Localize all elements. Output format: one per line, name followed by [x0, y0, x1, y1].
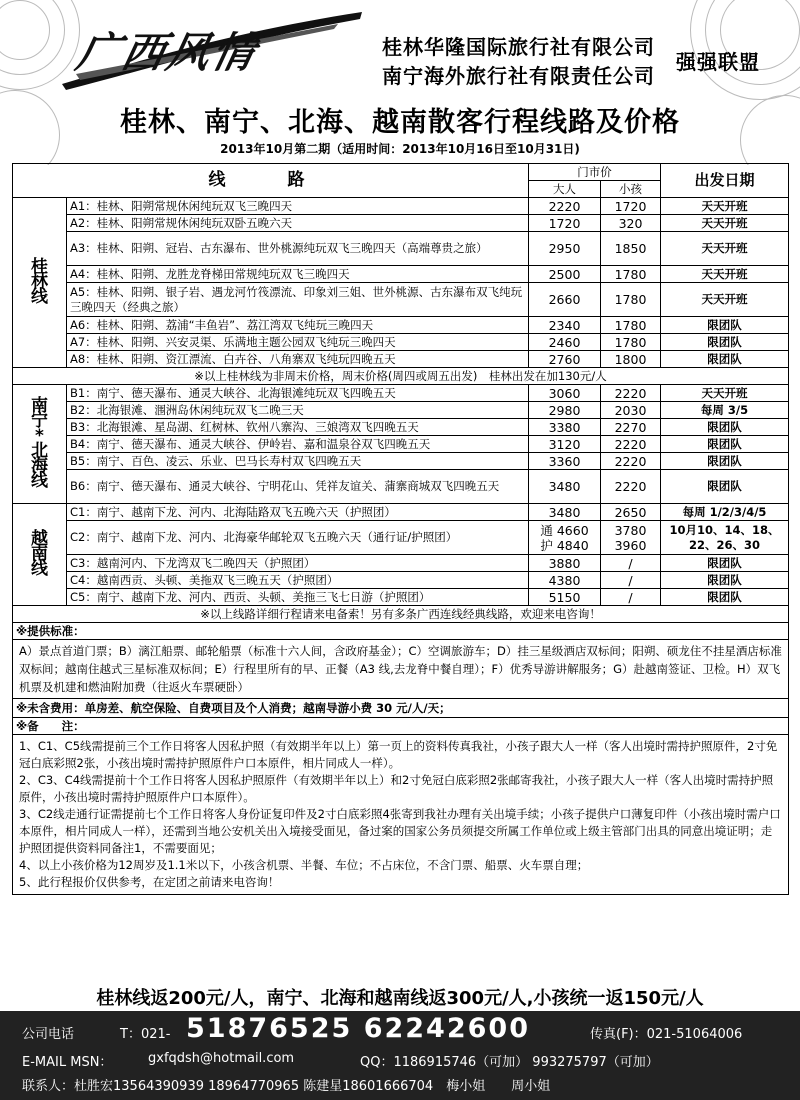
departure: 天天开班	[661, 215, 789, 232]
adult-price: 2500	[529, 266, 601, 283]
header-child: 小孩	[601, 181, 661, 198]
child-price: 2030	[601, 402, 661, 419]
child-price: 1780	[601, 283, 661, 317]
child-price: 2220	[601, 470, 661, 504]
header	[0, 0, 800, 165]
departure: 天天开班	[661, 198, 789, 215]
contacts: 联系人：杜胜宏13564390939 18964770965 陈建星18601666704 梅小姐 周小姐	[22, 1079, 551, 1094]
child-price: 2220	[601, 436, 661, 453]
note-row	[13, 606, 789, 623]
adult-price: 2660	[529, 283, 601, 317]
excluded-fees-row	[13, 699, 789, 718]
logo-text: 广西风情	[72, 28, 263, 77]
route-name: C5：南宁、越南下龙、河内、西贡、头顿、美拖三飞七日游（护照团）	[67, 589, 529, 606]
departure: 限团队	[661, 351, 789, 368]
adult-price: 2760	[529, 351, 601, 368]
route-row	[13, 266, 789, 283]
departure: 限团队	[661, 317, 789, 334]
route-row	[13, 436, 789, 453]
route-row	[13, 215, 789, 232]
remarks-heading: ※备 注：	[13, 718, 789, 735]
qq-numbers: QQ：1186915746（可加） 993275797（可加）	[360, 1055, 659, 1070]
table-note: ※以上线路详细行程请来电备索！另有多条广西连线经典线路，欢迎来电咨询！	[13, 606, 789, 623]
alliance-slogan: 强强联盟	[676, 50, 760, 74]
phone-label: 公司电话	[22, 1027, 75, 1042]
route-row	[13, 198, 789, 215]
route-name: A8：桂林、阳朔、资江漂流、白卉谷、八角寨双飞纯玩四晚五天	[67, 351, 529, 368]
route-row	[13, 453, 789, 470]
adult-price: 3120	[529, 436, 601, 453]
phone-numbers: 51876525 62242600	[186, 1013, 530, 1044]
header-ticket-price: 门市价	[529, 164, 661, 181]
departure: 天天开班	[661, 283, 789, 317]
region-label-char: 线	[31, 471, 48, 491]
page-title: 桂林、南宁、北海、越南散客行程线路及价格	[120, 107, 680, 138]
route-row	[13, 504, 789, 521]
region-label-char: 桂	[31, 257, 48, 277]
remark-item: 4、以上小孩价格为12周岁及1.1米以下，小孩含机票、半餐、车位；不占床位，不含门票、船票、火车票自理；	[19, 858, 589, 872]
standards-heading-row	[13, 623, 789, 640]
route-row	[13, 521, 789, 555]
route-price-table	[12, 163, 789, 895]
route-name: A3：桂林、阳朔、冠岩、古东瀑布、世外桃源纯玩双飞三晚四天（高端尊贵之旅）	[67, 232, 529, 266]
route-name: C4：越南西贡、头顿、美拖双飞三晚五天（护照团）	[67, 572, 529, 589]
region-label-char: 线	[31, 559, 48, 579]
standards-text: A）景点首道门票；B）漓江船票、邮轮船票（标准十六人间，含政府基金）；C）空调旅游车；D）挂三星级酒店双标间；阳朔、硕龙住不挂星酒店标准双标间；越南住越式三星标准双标间；E）行程里所有的早、正餐（A3 线,去龙脊中餐自理）；F）优秀导游讲解服务；G）赴越南签证、卫检。H）双飞机票及机建和燃油附加费（往返火车票硬卧）	[13, 640, 789, 699]
company-name-1: 桂林华隆国际旅行社有限公司	[382, 35, 655, 59]
route-row	[13, 334, 789, 351]
region-guilin	[13, 198, 67, 368]
route-name: B2：北海银滩、涠洲岛休闲纯玩双飞二晚三天	[67, 402, 529, 419]
region-label-char: *	[35, 426, 44, 446]
fax: 传真(F)：021-51064006	[590, 1027, 743, 1042]
departure: 限团队	[661, 555, 789, 572]
email-label: E-MAIL MSN：	[22, 1055, 113, 1070]
departure: 天天开班	[661, 385, 789, 402]
remark-item: 2、C3、C4线需提前十个工作日将客人因私护照原件（有效期半年以上）和2寸免冠白底彩照2张邮寄我社，小孩子跟大人一样（客人出境时需持护照原件，小孩出境时需持护照原件户口本原件）。	[19, 773, 774, 804]
adult-price: 3880	[529, 555, 601, 572]
child-price-pass: 3780	[614, 522, 647, 538]
route-name: A5：桂林、阳朔、银子岩、遇龙河竹筏漂流、印象刘三姐、世外桃源、古东瀑布双飞纯玩三晚四天（经典之旅）	[67, 283, 529, 317]
remarks-list	[13, 735, 789, 895]
adult-price: 3480	[529, 504, 601, 521]
route-name: B1：南宁、德天瀑布、通灵大峡谷、北海银滩纯玩双飞四晚五天	[67, 385, 529, 402]
departure: 限团队	[661, 334, 789, 351]
region-vietnam	[13, 504, 67, 606]
footer-contact-bar	[0, 1011, 800, 1100]
child-price: 1780	[601, 266, 661, 283]
adult-price: 2950	[529, 232, 601, 266]
route-name: B5：南宁、百色、凌云、乐业、巴马长寿村双飞四晚五天	[67, 453, 529, 470]
adult-price	[529, 521, 601, 555]
child-price: 1850	[601, 232, 661, 266]
route-row	[13, 317, 789, 334]
child-price-passport: 3960	[614, 537, 647, 553]
route-row	[13, 232, 789, 266]
adult-price: 3060	[529, 385, 601, 402]
adult-price: 3480	[529, 470, 601, 504]
departure: 每周 3/5	[661, 402, 789, 419]
region-label-char: 北	[31, 441, 48, 461]
adult-price: 2460	[529, 334, 601, 351]
child-price: /	[601, 589, 661, 606]
region-label-char: 线	[31, 287, 48, 307]
adult-price: 2220	[529, 198, 601, 215]
child-price: 2220	[601, 385, 661, 402]
route-name: A2：桂林、阳朔常规休闲纯玩双卧五晚六天	[67, 215, 529, 232]
rebate-banner: 桂林线返200元/人，南宁、北海和越南线返300元/人,小孩统一返150元/人	[96, 988, 704, 1009]
child-price: 1720	[601, 198, 661, 215]
child-price: 2650	[601, 504, 661, 521]
region-label-char: 林	[31, 272, 48, 292]
route-row	[13, 555, 789, 572]
route-row	[13, 419, 789, 436]
route-name: C1：南宁、越南下龙、河内、北海陆路双飞五晚六天（护照团）	[67, 504, 529, 521]
departure: 限团队	[661, 589, 789, 606]
route-name: A7：桂林、阳朔、兴安灵渠、乐满地主题公园双飞纯玩三晚四天	[67, 334, 529, 351]
email-address[interactable]: gxfqdsh@hotmail.com	[148, 1051, 295, 1066]
route-row	[13, 351, 789, 368]
child-price: 2270	[601, 419, 661, 436]
route-name: A1：桂林、阳朔常规休闲纯玩双飞三晚四天	[67, 198, 529, 215]
route-row	[13, 385, 789, 402]
company-name-2: 南宁海外旅行社有限责任公司	[382, 64, 655, 88]
departure: 限团队	[661, 436, 789, 453]
route-name: C3：越南河内、下龙湾双飞二晚四天（护照团）	[67, 555, 529, 572]
departure: 限团队	[661, 572, 789, 589]
standards-heading: ※提供标准：	[13, 623, 789, 640]
child-price	[601, 521, 661, 555]
adult-price: 3360	[529, 453, 601, 470]
child-price: /	[601, 555, 661, 572]
route-row	[13, 470, 789, 504]
remark-item: 3、C2线走通行证需提前七个工作日将客人身份证复印件及2寸白底彩照4张寄到我社办理有关出境手续；小孩子提供户口薄复印件（小孩出境时需户口本原件，相片同成人一样），还需到当地公安机关出入境接受面见，备过案的国家公务员须提交所属工作单位或上级主管部门出具的同意出境证明；走护照团提供资料同备注1，不需要面见；	[19, 807, 781, 855]
issue-info: 2013年10月第二期（适用时间：2013年10月16日至10月31日)	[220, 142, 580, 156]
route-name: B6：南宁、德天瀑布、通灵大峡谷、宁明花山、凭祥友谊关、蒲寨商城双飞四晚五天	[67, 470, 529, 504]
remarks-heading-row	[13, 718, 789, 735]
departure: 限团队	[661, 453, 789, 470]
departure: 每周 1/2/3/4/5	[661, 504, 789, 521]
route-name: A4：桂林、阳朔、龙胜龙脊梯田常规纯玩双飞三晚四天	[67, 266, 529, 283]
header-departure: 出发日期	[661, 164, 789, 198]
departure: 天天开班	[661, 232, 789, 266]
child-price: 1800	[601, 351, 661, 368]
child-price: 1780	[601, 317, 661, 334]
phone-prefix: T：021-	[120, 1027, 171, 1042]
route-name: B4：南宁、德天瀑布、通灵大峡谷、伊岭岩、嘉和温泉谷双飞四晚五天	[67, 436, 529, 453]
adult-price: 3380	[529, 419, 601, 436]
remark-item: 5、此行程报价仅供参考，在定团之前请来电咨询！	[19, 875, 280, 889]
region-label-char: 南	[31, 544, 48, 564]
region-label-char: 宁	[31, 411, 48, 431]
departure: 天天开班	[661, 266, 789, 283]
departure: 10月10、14、18、22、26、30	[661, 521, 789, 555]
standards-text-row	[13, 640, 789, 699]
route-row	[13, 283, 789, 317]
child-price: 320	[601, 215, 661, 232]
child-price: /	[601, 572, 661, 589]
route-row	[13, 572, 789, 589]
region-label-char: 南	[31, 396, 48, 416]
route-name: B3：北海银滩、星岛湖、红树林、钦州八寨沟、三娘湾双飞四晚五天	[67, 419, 529, 436]
departure: 限团队	[661, 470, 789, 504]
adult-price: 2980	[529, 402, 601, 419]
adult-price: 4380	[529, 572, 601, 589]
excluded-fees: ※未含费用：单房差、航空保险、自费项目及个人消费；越南导游小费 30 元/人/天；	[13, 699, 789, 718]
child-price: 1780	[601, 334, 661, 351]
child-price: 2220	[601, 453, 661, 470]
route-row	[13, 589, 789, 606]
header-adult: 大人	[529, 181, 601, 198]
route-name: C2：南宁、越南下龙、河内、北海豪华邮轮双飞五晚六天（通行证/护照团）	[67, 521, 529, 555]
route-name: A6：桂林、阳朔、荔浦“丰鱼岩”、荔江湾双飞纯玩三晚四天	[67, 317, 529, 334]
adult-price: 1720	[529, 215, 601, 232]
adult-price-passport: 护 4840	[540, 537, 589, 553]
region-nanning-beihai	[13, 385, 67, 504]
departure: 限团队	[661, 419, 789, 436]
adult-price: 5150	[529, 589, 601, 606]
header-route: 线 路	[13, 164, 529, 198]
table-note: ※以上桂林线为非周末价格，周末价格(周四或周五出发) 桂林出发在加130元/人	[13, 368, 789, 385]
remark-item: 1、C1、C5线需提前三个工作日将客人因私护照（有效期半年以上）第一页上的资料传真我社，小孩子跟大人一样（客人出境时需持护照原件，2寸免冠白底彩照2张，小孩出境时需持护照原件户口本原件，相片同成人一样）。	[19, 739, 778, 770]
adult-price: 2340	[529, 317, 601, 334]
remarks-row	[13, 735, 789, 895]
region-label-char: 越	[31, 529, 48, 549]
adult-price-pass: 通 4660	[540, 522, 589, 538]
route-row	[13, 402, 789, 419]
note-row	[13, 368, 789, 385]
region-label-char: 海	[31, 456, 48, 476]
